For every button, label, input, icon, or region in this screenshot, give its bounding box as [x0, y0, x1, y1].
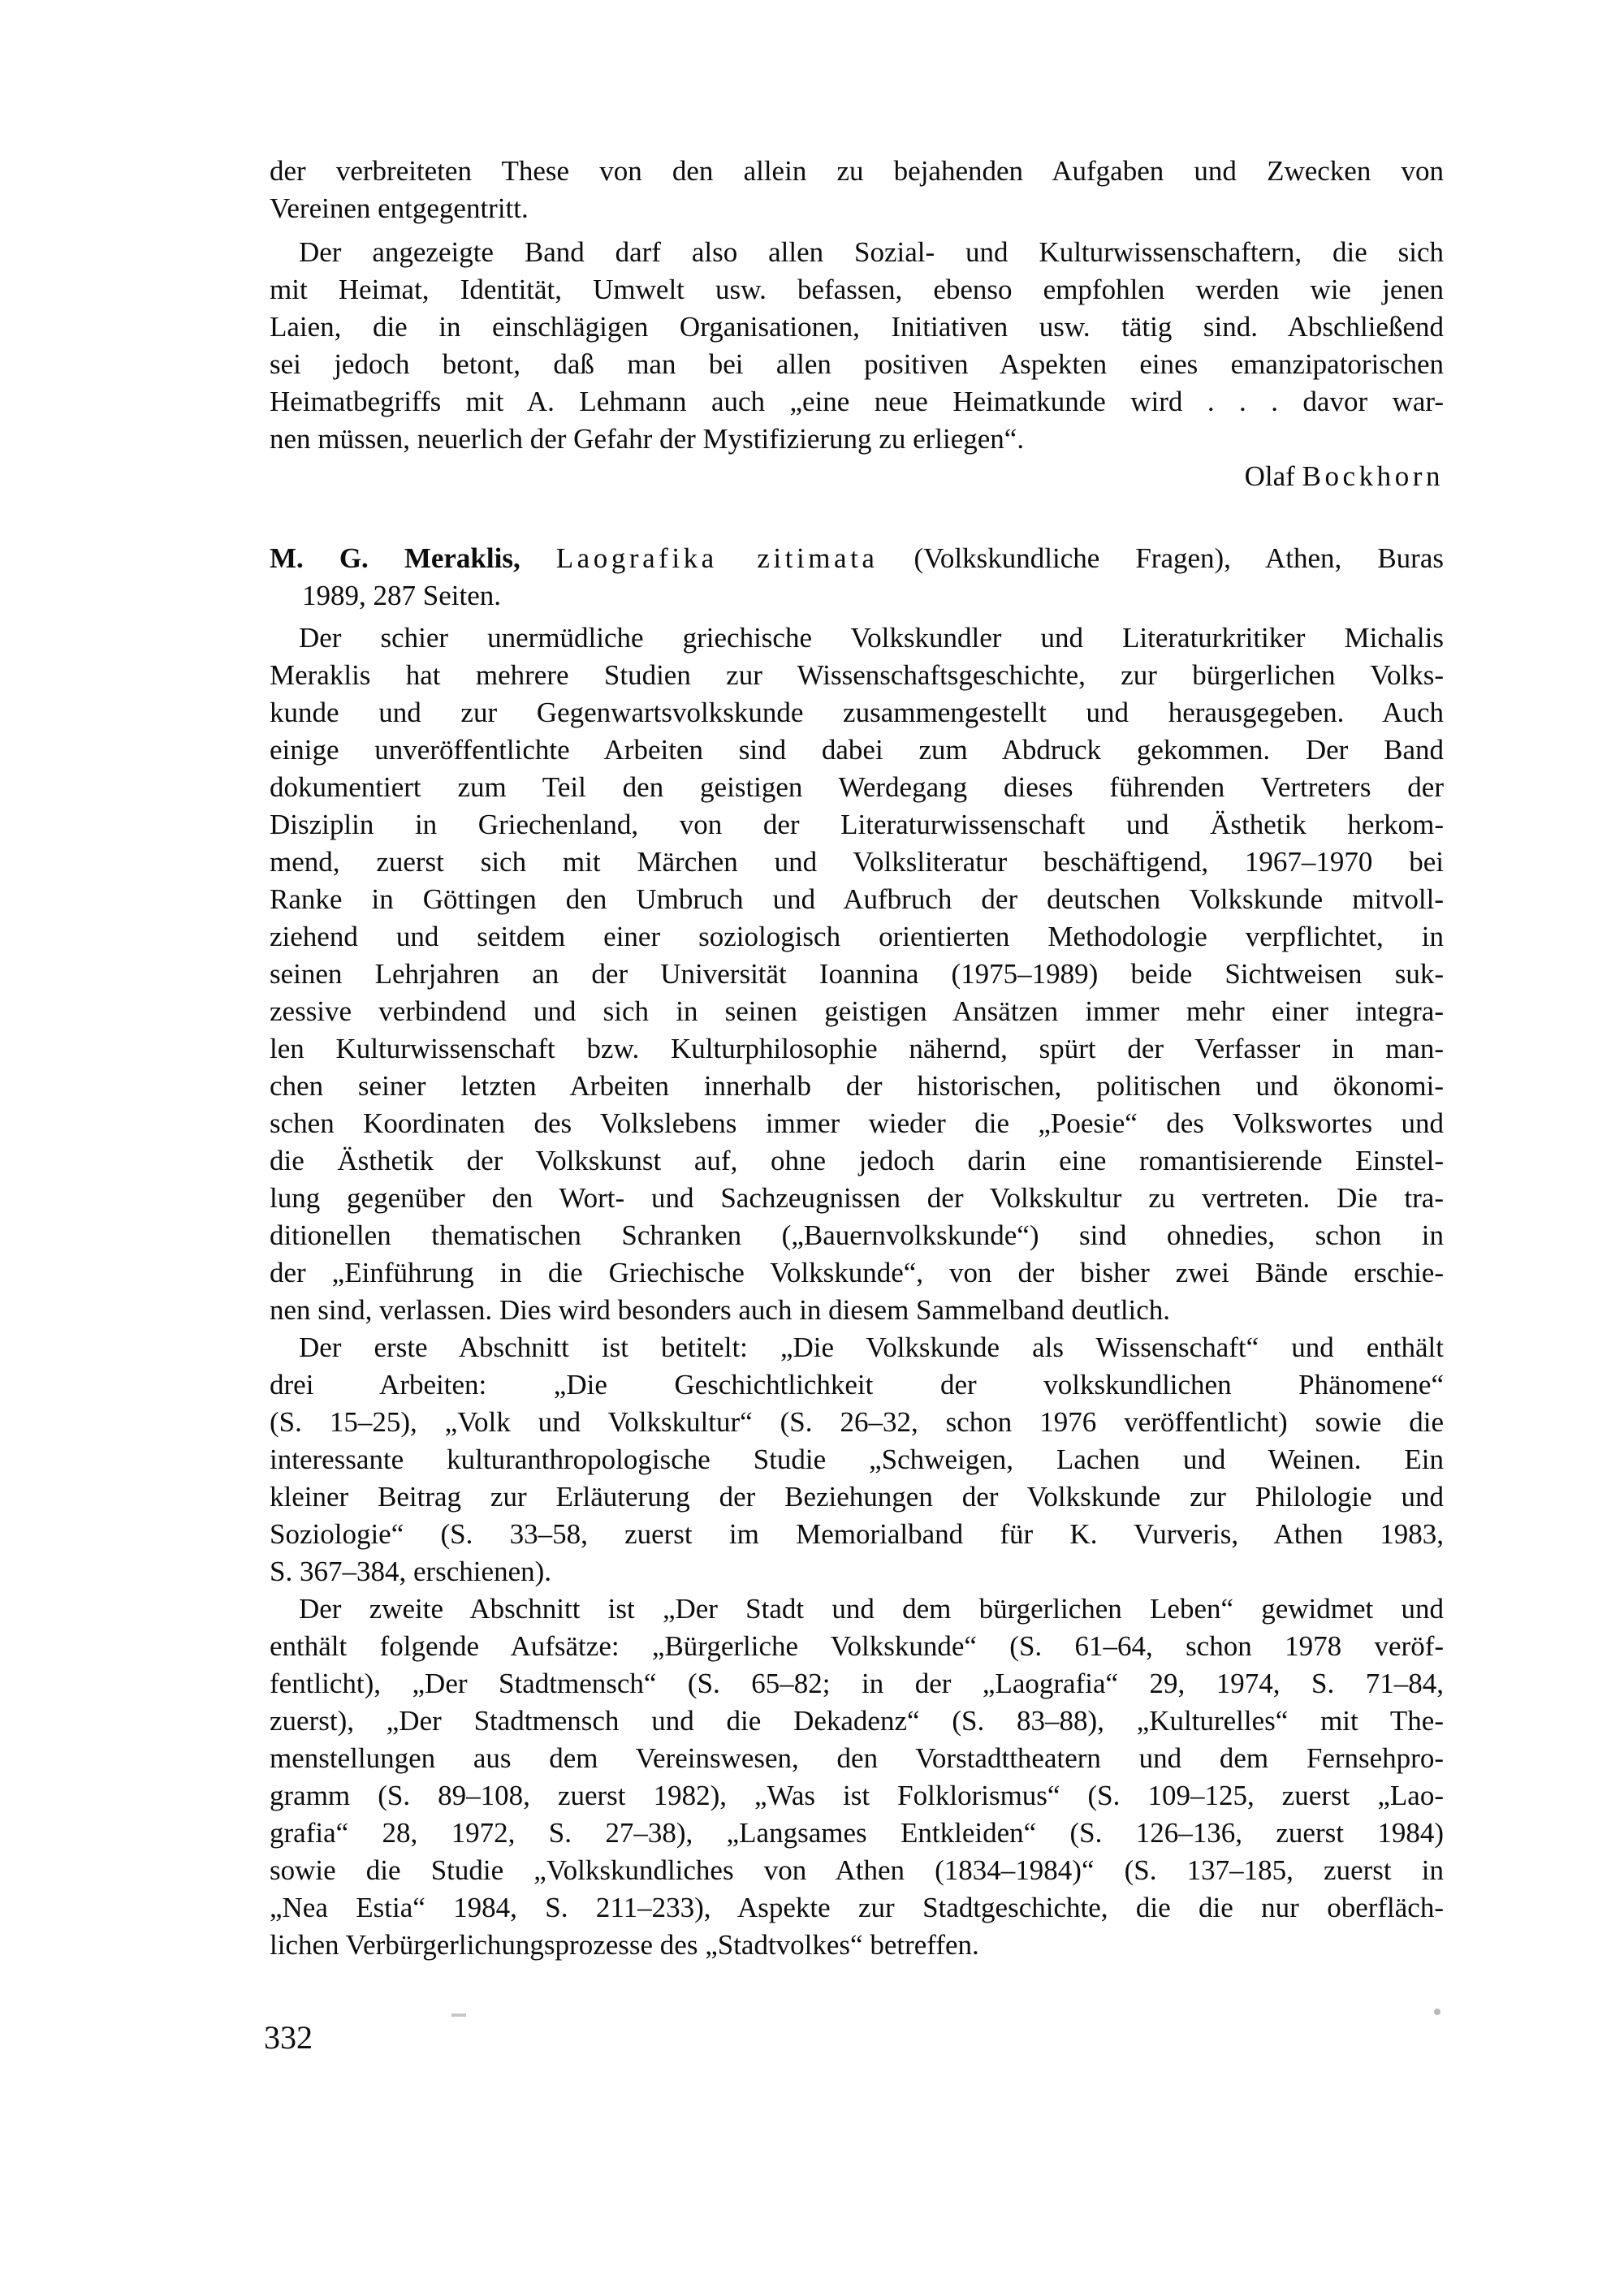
text-run: interessante kulturanthropologische Studie „Schweigen, Lachen und Weinen. Ein [270, 1444, 1444, 1475]
text-run: einige unveröffentlichte Arbeiten sind dabei zum Abdruck gekommen. Der Band [270, 734, 1444, 766]
text-run: Heimatbegriffs mit A. Lehmann auch „eine neue Heimatkunde wird . . . davor war- [270, 386, 1444, 417]
text-line [270, 956, 1444, 993]
text-line [270, 1777, 1444, 1815]
scan-artifact-dash [451, 2013, 466, 2017]
text-line [270, 1852, 1444, 1889]
text-run: der „Einführung in die Griechische Volkskunde“, von der bisher zwei Bände erschie- [270, 1257, 1444, 1288]
text-run [520, 542, 556, 574]
text-line [270, 1815, 1444, 1852]
text-run: (Volkskundliche Fragen), Athen, Buras [878, 542, 1444, 574]
scan-artifact-dot [1434, 2009, 1440, 2015]
page-number: 332 [264, 2019, 313, 2056]
text-run: zuerst), „Der Stadtmensch und die Dekadenz“ (S. 83–88), „Kulturelles“ mit The- [270, 1705, 1444, 1737]
text-run: (S. 15–25), „Volk und Volkskultur“ (S. 26–32, schon 1976 veröffentlicht) sowie die [270, 1406, 1444, 1438]
text-line [270, 619, 1444, 657]
text-line [270, 1740, 1444, 1777]
review2-para2 [270, 1329, 1444, 1590]
text-run: mit Heimat, Identität, Umwelt usw. befassen, ebenso empfohlen werden wie jenen [270, 274, 1444, 305]
text-run: Disziplin in Griechenland, von der Literaturwissenschaft und Ästhetik herkom- [270, 809, 1444, 840]
text-run: lung gegenüber den Wort- und Sachzeugnissen der Volkskultur zu vertreten. Die tra- [270, 1182, 1444, 1214]
text-line [270, 1553, 1444, 1590]
text-run: sei jedoch betont, daß man bei allen positiven Aspekten eines emanzipatorischen [270, 348, 1444, 380]
text-line [270, 309, 1444, 346]
text-line [270, 421, 1444, 458]
text-line [270, 383, 1444, 421]
text-line [270, 657, 1444, 694]
text-line [270, 190, 1444, 227]
text-line [270, 1665, 1444, 1703]
text-line [270, 577, 1444, 615]
text-line [270, 1217, 1444, 1254]
text-line [270, 234, 1444, 271]
text-run: nen müssen, neuerlich der Gefahr der Mystifizierung zu erliegen“. [270, 423, 1025, 455]
text-line [270, 1927, 1444, 1964]
text-line [270, 769, 1444, 806]
text-line [270, 1366, 1444, 1404]
text-run: Der erste Abschnitt ist betitelt: „Die Volkskunde als Wissenschaft“ und enthält [299, 1331, 1444, 1363]
text-line [270, 1030, 1444, 1068]
text-run: Olaf [1244, 460, 1302, 492]
text-line [270, 271, 1444, 309]
text-run: ditionellen thematischen Schranken („Bauernvolkskunde“) sind ohnedies, schon in [270, 1219, 1444, 1251]
text-line [270, 1516, 1444, 1553]
review1-signature [270, 458, 1444, 495]
text-line [270, 1068, 1444, 1105]
text-line [270, 346, 1444, 383]
text-run: Der zweite Abschnitt ist „Der Stadt und dem bürgerlichen Leben“ gewidmet und [299, 1593, 1444, 1625]
text-line [270, 694, 1444, 732]
text-run: Der angezeigte Band darf also allen Sozial- und Kulturwissenschaftern, die sich [299, 236, 1444, 268]
text-run: grafia“ 28, 1972, S. 27–38), „Langsames Entkleiden“ (S. 126–136, zuerst 1984) [270, 1817, 1444, 1849]
letterspaced-text-run: Laografika zitimata [555, 542, 879, 574]
text-line [270, 1889, 1444, 1927]
review2-heading [270, 540, 1444, 615]
text-run: len Kulturwissenschaft bzw. Kulturphilosophie nähernd, spürt der Verfasser in man- [270, 1033, 1444, 1064]
review2-para3 [270, 1590, 1444, 1964]
text-run: Der schier unermüdliche griechische Volkskundler und Literaturkritiker Michalis [299, 622, 1444, 654]
text-line [270, 1142, 1444, 1180]
text-line [270, 540, 1444, 577]
text-run: enthält folgende Aufsätze: „Bürgerliche Volkskunde“ (S. 61–64, schon 1978 veröf- [270, 1630, 1444, 1662]
para-review1-runover [270, 153, 1444, 227]
text-run: gramm (S. 89–108, zuerst 1982), „Was ist Folklorismus“ (S. 109–125, zuerst „Lao- [270, 1780, 1444, 1811]
text-run: Ranke in Göttingen den Umbruch und Aufbruch der deutschen Volkskunde mitvoll- [270, 883, 1444, 915]
text-run: der verbreiteten These von den allein zu bejahenden Aufgaben und Zwecken von [270, 155, 1444, 187]
text-line [270, 1180, 1444, 1217]
text-run: chen seiner letzten Arbeiten innerhalb der historischen, politischen und ökonomi- [270, 1070, 1444, 1102]
text-run: lichen Verbürgerlichungsprozesse des „Stadtvolkes“ betreffen. [270, 1929, 979, 1961]
text-line [270, 732, 1444, 769]
text-run: kleiner Beitrag zur Erläuterung der Beziehungen der Volkskunde zur Philologie und [270, 1481, 1444, 1513]
text-run: seinen Lehrjahren an der Universität Ioannina (1975–1989) beide Sichtweisen suk- [270, 958, 1444, 990]
text-line [270, 1628, 1444, 1665]
text-line [270, 1404, 1444, 1441]
text-run: menstellungen aus dem Vereinswesen, den Vorstadttheatern und dem Fernsehpro- [270, 1742, 1444, 1774]
text-line [270, 806, 1444, 844]
text-run: mend, zuerst sich mit Märchen und Volksliteratur beschäftigend, 1967–1970 bei [270, 846, 1444, 878]
text-run: 1989, 287 Seiten. [302, 580, 501, 611]
text-run: schen Koordinaten des Volkslebens immer wieder die „Poesie“ des Volkswortes und [270, 1107, 1444, 1139]
text-run: Soziologie“ (S. 33–58, zuerst im Memorialband für K. Vurveris, Athen 1983, [270, 1518, 1444, 1550]
text-run: dokumentiert zum Teil den geistigen Werdegang dieses führenden Vertreters der [270, 771, 1444, 803]
text-run: sowie die Studie „Volkskundliches von Athen (1834–1984)“ (S. 137–185, zuerst in [270, 1854, 1444, 1886]
text-run: drei Arbeiten: „Die Geschichtlichkeit der volkskundlichen Phänomene“ [270, 1369, 1444, 1400]
bold-text-run: M. G. Meraklis, [270, 542, 520, 574]
text-run: S. 367–384, erschienen). [270, 1556, 552, 1587]
text-line [270, 918, 1444, 956]
text-line [270, 1105, 1444, 1142]
para-review1-closing [270, 234, 1444, 458]
text-column [270, 153, 1444, 1964]
text-run: zessive verbindend und sich in seinen geistigen Ansätzen immer mehr einer integra- [270, 995, 1444, 1027]
text-run: Laien, die in einschlägigen Organisationen, Initiativen usw. tätig sind. Abschließend [270, 311, 1444, 343]
text-run: Meraklis hat mehrere Studien zur Wissenschaftsgeschichte, zur bürgerlichen Volks- [270, 659, 1444, 691]
text-line [270, 1329, 1444, 1366]
text-line [270, 993, 1444, 1030]
text-run: kunde und zur Gegenwartsvolkskunde zusammengestellt und herausgegeben. Auch [270, 697, 1444, 728]
text-run: Vereinen entgegentritt. [270, 192, 529, 224]
text-run: die Ästhetik der Volkskunst auf, ohne jedoch darin eine romantisierende Einstel- [270, 1145, 1444, 1176]
text-run: nen sind, verlassen. Dies wird besonders auch in diesem Sammelband deutlich. [270, 1294, 1171, 1326]
text-line [270, 1590, 1444, 1628]
text-run: „Nea Estia“ 1984, S. 211–233), Aspekte zur Stadtgeschichte, die die nur oberfläch- [270, 1892, 1444, 1923]
text-line [270, 1254, 1444, 1292]
text-line [270, 1441, 1444, 1478]
text-line [270, 1292, 1444, 1329]
text-line [270, 844, 1444, 881]
text-line [270, 1703, 1444, 1740]
text-run: fentlicht), „Der Stadtmensch“ (S. 65–82; in der „Laografia“ 29, 1974, S. 71–84, [270, 1668, 1444, 1699]
review2-para1 [270, 619, 1444, 1329]
text-line [270, 881, 1444, 918]
text-line [270, 153, 1444, 190]
text-line [270, 458, 1444, 495]
text-line [270, 1478, 1444, 1516]
letterspaced-text-run: Bockhorn [1302, 460, 1444, 492]
text-run: ziehend und seitdem einer soziologisch orientierten Methodologie verpflichtet, in [270, 921, 1444, 952]
